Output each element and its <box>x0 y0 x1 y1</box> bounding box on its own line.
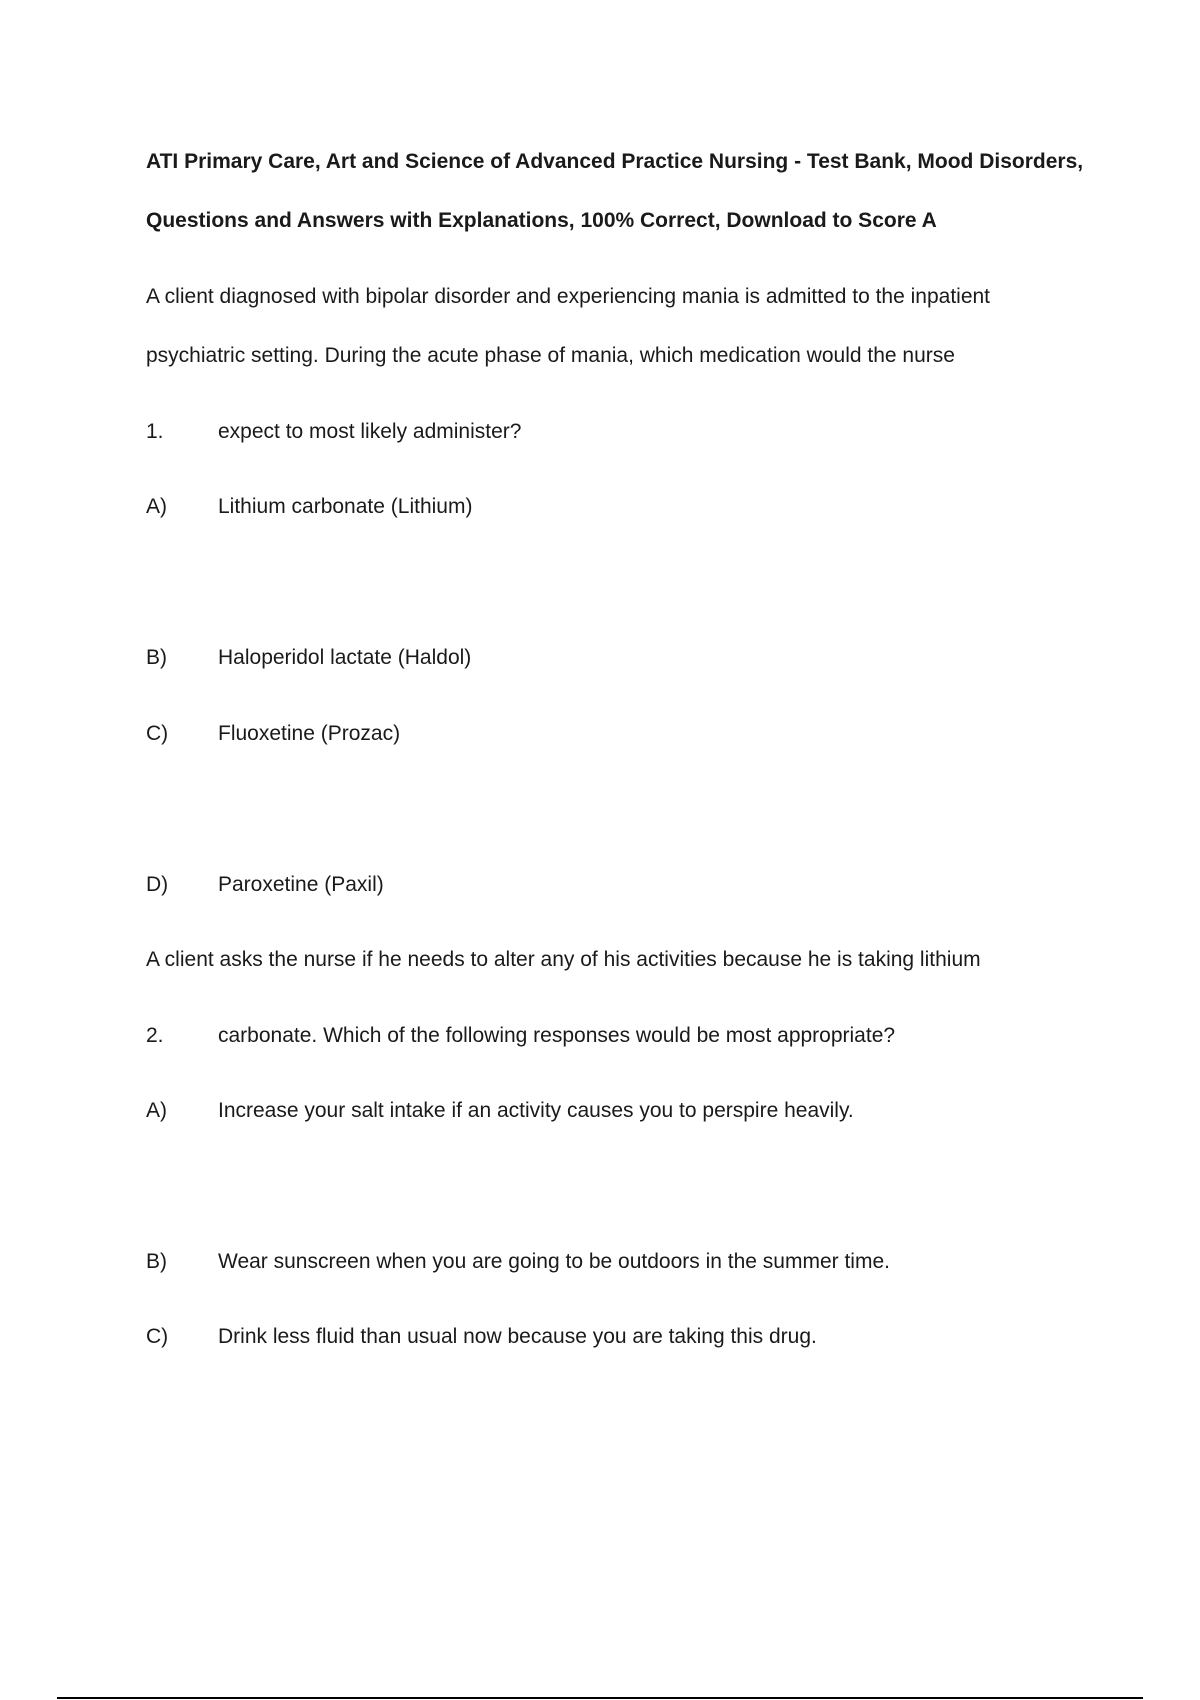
question-2-number: 2. <box>146 1024 164 1047</box>
question-1-option-a-text: Lithium carbonate (Lithium) <box>218 495 473 518</box>
question-2-stem-line-2: carbonate. Which of the following responses would be most appropriate? <box>218 1024 896 1047</box>
question-2-option-c-letter: C) <box>146 1325 169 1348</box>
question-1-option-d-letter: D) <box>146 873 169 896</box>
question-1-option-c-text: Fluoxetine (Prozac) <box>218 722 401 745</box>
question-2-option-b-letter: B) <box>146 1250 167 1273</box>
question-1-option-b-text: Haloperidol lactate (Haldol) <box>218 646 472 669</box>
question-1-stem-line-1: A client diagnosed with bipolar disorder and experiencing mania is admitted to the inpatient <box>146 285 991 308</box>
question-2-option-c-text: Drink less fluid than usual now because you are taking this drug. <box>218 1325 817 1348</box>
question-2-option-a-text: Increase your salt intake if an activity causes you to perspire heavily. <box>218 1099 854 1122</box>
question-2-option-b-text: Wear sunscreen when you are going to be outdoors in the summer time. <box>218 1250 890 1273</box>
document-title-line-1: ATI Primary Care, Art and Science of Advanced Practice Nursing - Test Bank, Mood Disorders, <box>146 150 1084 173</box>
question-1-option-d-text: Paroxetine (Paxil) <box>218 873 384 896</box>
question-1-stem-line-3: expect to most likely administer? <box>218 420 522 443</box>
document-title-line-2: Questions and Answers with Explanations, 100% Correct, Download to Score A <box>146 209 937 232</box>
question-1-stem-line-2: psychiatric setting. During the acute phase of mania, which medication would the nurse <box>146 344 955 367</box>
question-1-option-b-letter: B) <box>146 646 167 669</box>
question-1-option-c-letter: C) <box>146 722 169 745</box>
question-2-option-a-letter: A) <box>146 1099 167 1122</box>
question-1-number: 1. <box>146 420 164 443</box>
question-2-stem-line-1: A client asks the nurse if he needs to alter any of his activities because he is taking lithium <box>146 948 981 971</box>
page-footer-divider <box>57 1697 1143 1699</box>
question-1-option-a-letter: A) <box>146 495 167 518</box>
